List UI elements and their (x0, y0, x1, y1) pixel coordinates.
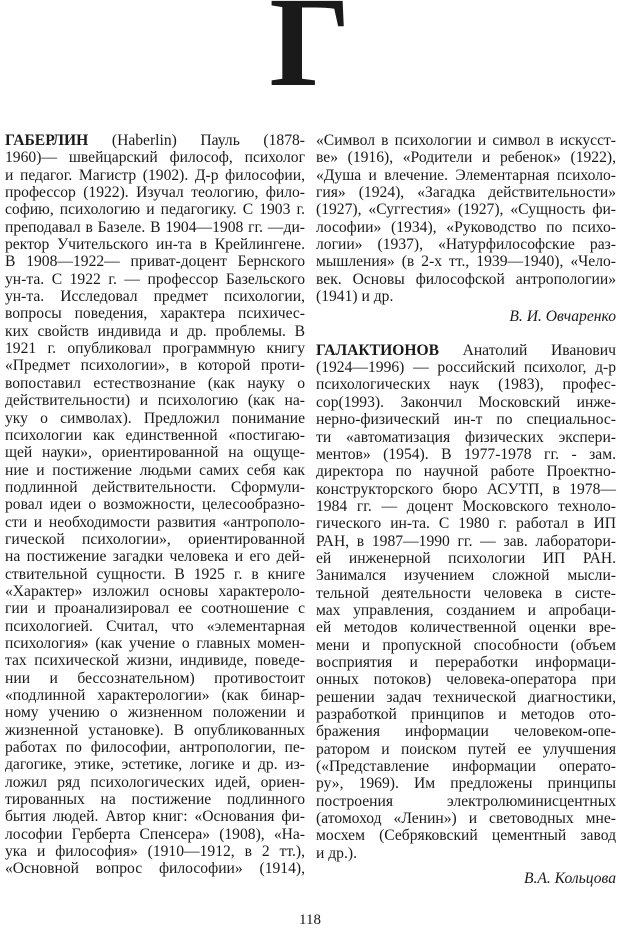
text-line: мах управления, созданием и апробаци- (316, 601, 616, 619)
text-line: тах психической жизни, индивиде, поведе- (5, 652, 305, 670)
text-line: директора по научной работе Проектно- (316, 463, 616, 481)
text-line: гического ин-та. С 1980 г. работал в ИП (316, 515, 616, 533)
left-column (5, 132, 305, 878)
text-line: ти «автоматизация физических экспери- (316, 428, 616, 446)
text-line: «Характер» изложил основы характероло- (5, 582, 305, 600)
text-line: 1984 гг. — доцент Московского техноло- (316, 497, 616, 515)
entry-headword: ГАЛАКТИОНОВ (316, 341, 439, 359)
text-line: лософии Герберта Спенсера» (1908), «На- (5, 825, 305, 843)
text-line: ровал идеи о возможности, целесообразно- (5, 496, 305, 514)
text-line: ких свойств индивида и др. проблемы. В (5, 322, 305, 340)
right-column (316, 132, 616, 887)
entry-first-line-text: (Haberlin) Пауль (1878- (88, 132, 305, 149)
text-line: ру», 1969). Им предложены принципы (316, 775, 616, 793)
text-line: (атомоход «Ленин») и световодных мне- (316, 810, 616, 828)
text-line: мышления» (в 2-х тт., 1939—1940), «Чело- (316, 253, 616, 271)
text-line: решении задач технической диагностики, (316, 688, 616, 706)
text-line: «Основной вопрос философии» (1914), (5, 860, 305, 878)
text-line: тированных на постижение подлинного (5, 791, 305, 809)
text-line: преподавал в Базеле. В 1904—1908 гг. —ди- (5, 218, 305, 236)
text-line: РАН, в 1987—1990 гг. — зав. лаборатори- (316, 532, 616, 550)
text-line: ному учению о жизненном положении и (5, 704, 305, 722)
text-line: тельной деятельности человека в систе- (316, 584, 616, 602)
text-line: сор(1993). Закончил Московский инже- (316, 393, 616, 411)
text-line: ун-та. С 1922 г. — профессор Базельского (5, 270, 305, 288)
entry-first-line (316, 342, 616, 359)
entry-author: В. И. Овчаренко (509, 308, 616, 326)
text-line: ратором и поиском путей ее улучшения (316, 740, 616, 758)
text-line: софию, психологию и педагогику. С 1903 г. (5, 201, 305, 219)
text-line: мосхем (Себряковский цементный завод (316, 827, 616, 845)
text-line: построения электролюминисцентных (316, 792, 616, 810)
text-line: и педагог. Магистр (1902). Д-р философии, (5, 166, 305, 184)
entry-first-line (5, 132, 305, 149)
text-line: гия» (1924), «Загадка действительности» (316, 184, 616, 202)
text-line: дагогике, этике, эстетике, логике и др. из- (5, 756, 305, 774)
text-line: век. Основы философской антропологии» (316, 270, 616, 288)
text-line: уку о символах). Предложил понимание (5, 409, 305, 427)
text-line: Занимался изучением сложной мысли- (316, 567, 616, 585)
text-line: гической психологии», ориентированной (5, 530, 305, 548)
text-line: ун-та. Исследовал предмет психологии, (5, 288, 305, 306)
text-line: разработкой принципов и методов ото- (316, 706, 616, 723)
text-line: ректор Учительского ин-та в Крейлингене. (5, 236, 305, 254)
text-line: вопоставил естествознание (как науку о (5, 374, 305, 392)
text-line: психологией. Считал, что «элементарная (5, 617, 305, 635)
text-line: восприятия и переработки информаци- (316, 653, 616, 671)
text-line: лософии» (1934), «Руководство по психо- (316, 218, 616, 236)
text-line: ей инженерной психологии ИП РАН. (316, 549, 616, 567)
text-line: действительности) и психологию (как на- (5, 392, 305, 410)
text-line: (1927), «Суггестия» (1927), «Сущность фи- (316, 201, 616, 219)
text-line: 1960)— швейцарский философ, психолог (5, 149, 305, 167)
entry-first-line-text: Анатолий Иванович (439, 341, 616, 359)
text-line: 1921 г. опубликовал программную книгу (5, 340, 305, 358)
text-line: онных потоков) человека-оператора при (316, 671, 616, 689)
text-line: ука и философия» (1910—1912, в 2 тт.), (5, 843, 305, 861)
text-line: бражения информации человеком-опе- (316, 723, 616, 741)
text-line: ве» (1916), «Родители и ребенок» (1922), (316, 149, 616, 167)
text-line: работах по философии, антропологии, пе- (5, 739, 305, 757)
text-line: психологии как единственной «постигаю- (5, 426, 305, 444)
entry-headword: ГАБЕРЛИН (5, 132, 89, 149)
text-line: ствительной сущности. В 1925 г. в книге (5, 565, 305, 583)
text-line: ей методов количественной оценки вре- (316, 619, 616, 637)
text-line: «Душа и влечение. Элементарная психоло- (316, 166, 616, 184)
text-line: щей науки», ориентированной на ощуще- (5, 444, 305, 462)
text-line: сти и необходимости развития «антрополо- (5, 513, 305, 531)
text-line: бытия людей. Автор книг: «Основания фи- (5, 808, 305, 826)
text-line: («Представление информации операто- (316, 758, 616, 776)
text-line: нерно-физический ин-т по специальнос- (316, 411, 616, 429)
text-line: конструкторского бюро АСУТП, в 1978— (316, 480, 616, 498)
text-line: ние и постижение людьми самих себя как (5, 461, 305, 479)
text-line: профессор (1922). Изучал теологию, фило- (5, 184, 305, 202)
text-line: (1941) и др. (316, 288, 394, 306)
text-line: «Предмет психологии», в которой проти- (5, 357, 305, 375)
text-line: (1924—1996) — российский психолог, д-р (316, 359, 616, 377)
section-letter: Г (269, 0, 351, 113)
text-line: психологических наук (1983), профес- (316, 376, 616, 394)
text-line: ложил ряд психологических идей, ориен- (5, 773, 305, 791)
text-line: ментов» (1954). В 1977-1978 гг. - зам. (316, 445, 616, 463)
entry-author: В.А. Кольцова (523, 870, 616, 888)
text-line: на постижение загадки человека и его дей- (5, 548, 305, 566)
text-line: В 1908—1922— приват-доцент Бернского (5, 253, 305, 271)
text-line: гии и проанализировал ее соотношение с (5, 600, 305, 618)
text-line: вопросы поведения, характера психичес- (5, 305, 305, 323)
text-line: «Символ в психологии и символ в искусст- (316, 132, 616, 149)
text-line: «подлинной характерологии» (как бинар- (5, 687, 305, 704)
text-line: мени и пропускной способности (объем (316, 636, 616, 654)
page-number: 118 (299, 912, 321, 928)
text-line: нии и бессознательном) противостоит (5, 669, 305, 687)
text-line: логии» (1937), «Натурфилософские раз- (316, 236, 616, 254)
text-line: жизненной установке). В опубликованных (5, 721, 305, 739)
text-line: и др.). (316, 844, 357, 862)
text-line: психология» (как учение о главных момен- (5, 634, 305, 652)
text-line: подлинной действительности. Сформули- (5, 478, 305, 496)
